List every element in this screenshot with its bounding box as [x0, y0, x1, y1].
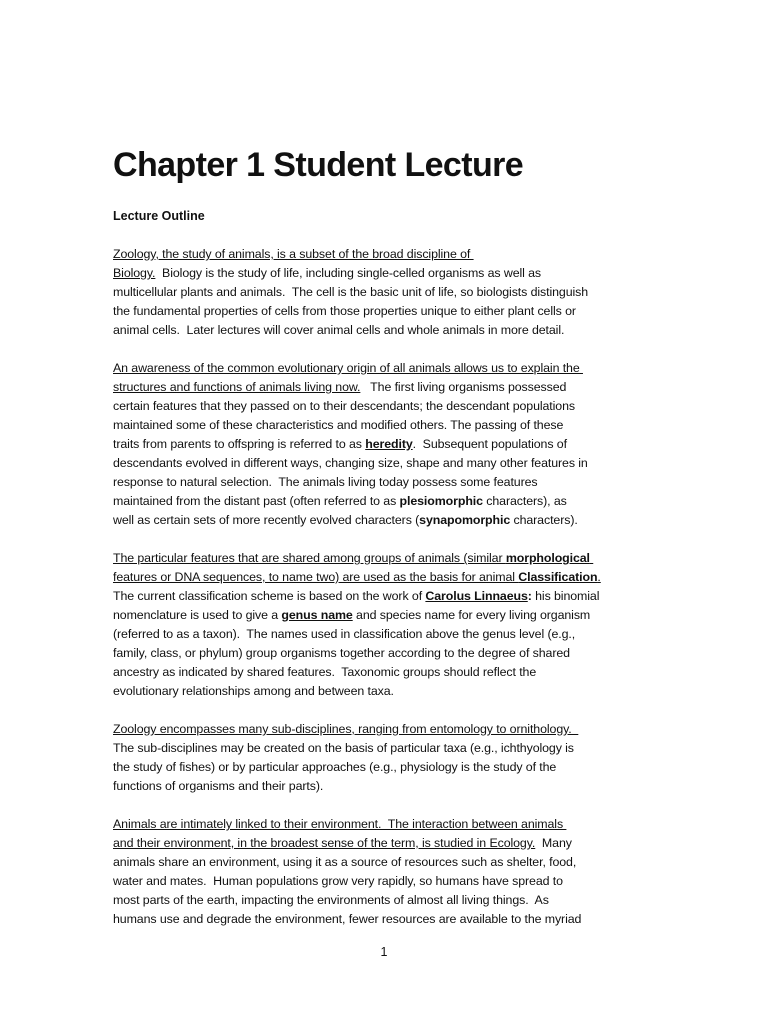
text-segment: The particular features that are shared among groups of animals (similar — [113, 551, 506, 565]
section-heading: Lecture Outline — [113, 209, 205, 223]
text-line — [113, 492, 658, 511]
key-term: Carolus Linnaeus — [425, 589, 528, 603]
text-segment: The current classification scheme is based on the work of — [113, 589, 426, 603]
text-line — [113, 321, 658, 340]
text-line — [113, 758, 658, 777]
text-segment: Animals are intimately linked to their environment. The interaction between animals — [113, 817, 567, 831]
text-line — [113, 910, 658, 929]
text-segment: . Subsequent populations of — [412, 437, 567, 451]
text-segment: water and mates. Human populations grow very rapidly, so humans have spread to — [113, 874, 563, 888]
paragraph — [113, 549, 658, 701]
text-line — [113, 606, 658, 625]
text-segment: certain features that they passed on to their descendants; the descendant populations — [113, 399, 575, 413]
text-segment: structures and functions of animals living now. — [113, 380, 361, 394]
text-line — [113, 511, 658, 530]
text-line — [113, 644, 658, 663]
text-segment: Zoology, the study of animals, is a subset of the broad discipline of — [113, 247, 474, 261]
text-line — [113, 416, 658, 435]
text-segment: features or DNA sequences, to name two) are used as the basis for animal — [113, 570, 519, 584]
text-line — [113, 625, 658, 644]
text-segment: functions of organisms and their parts). — [113, 779, 324, 793]
text-segment: descendants evolved in different ways, changing size, shape and many other features in — [113, 456, 588, 470]
text-line — [113, 720, 658, 739]
text-segment: characters). — [510, 513, 578, 527]
text-line — [113, 283, 658, 302]
text-segment — [590, 551, 593, 565]
text-segment: maintained from the distant past (often referred to as — [113, 494, 400, 508]
key-term: : — [527, 589, 532, 603]
text-segment: his binomial — [531, 589, 600, 603]
text-line — [113, 454, 658, 473]
text-line — [113, 264, 658, 283]
paragraph — [113, 815, 658, 929]
text-segment: Biology. — [113, 266, 156, 280]
text-line — [113, 435, 658, 454]
lecture-body — [113, 245, 658, 948]
key-term: genus name — [281, 608, 353, 622]
text-line — [113, 568, 658, 587]
text-line — [113, 549, 658, 568]
text-line — [113, 853, 658, 872]
page-number: 1 — [380, 945, 388, 959]
text-line — [113, 397, 658, 416]
text-line — [113, 815, 658, 834]
paragraph — [113, 720, 658, 796]
text-segment: humans use and degrade the environment, fewer resources are available to the myriad — [113, 912, 582, 926]
text-segment: multicellular plants and animals. The cell is the basic unit of life, so biologists distinguish — [113, 285, 589, 299]
text-line — [113, 777, 658, 796]
text-line — [113, 682, 658, 701]
text-segment: and species name for every living organism — [352, 608, 591, 622]
text-segment: animals share an environment, using it as a source of resources such as shelter, food, — [113, 855, 577, 869]
text-segment: the study of fishes) or by particular approaches (e.g., physiology is the study of the — [113, 760, 557, 774]
key-term: Classification — [518, 570, 598, 584]
text-segment: ancestry as indicated by shared features. Taxonomic groups should reflect the — [113, 665, 537, 679]
text-segment: Many — [535, 836, 572, 850]
page-title: Chapter 1 Student Lecture — [113, 146, 524, 184]
text-line — [113, 473, 658, 492]
text-line — [113, 359, 658, 378]
text-segment: the fundamental properties of cells from those properties unique to either plant cells or — [113, 304, 576, 318]
text-segment: response to natural selection. The animals living today possess some features — [113, 475, 538, 489]
text-segment: Biology is the study of life, including single-celled organisms as well as — [155, 266, 542, 280]
text-line — [113, 245, 658, 264]
text-segment: nomenclature is used to give a — [113, 608, 282, 622]
text-segment: most parts of the earth, impacting the environments of almost all living things. As — [113, 893, 549, 907]
key-term: plesiomorphic — [399, 494, 483, 508]
text-line — [113, 302, 658, 321]
key-term: heredity — [365, 437, 413, 451]
paragraph — [113, 359, 658, 530]
text-line — [113, 891, 658, 910]
text-segment: An awareness of the common evolutionary origin of all animals allows us to explain the — [113, 361, 583, 375]
text-segment: family, class, or phylum) group organisms together according to the degree of shared — [113, 646, 570, 660]
text-segment: Zoology encompasses many sub-disciplines, ranging from entomology to ornithology. — [113, 722, 579, 736]
key-term: morphological — [505, 551, 590, 565]
text-segment: (referred to as a taxon). The names used in classification above the genus level (e.g., — [113, 627, 576, 641]
text-line — [113, 378, 658, 397]
text-segment: . — [597, 570, 601, 584]
text-segment: The sub-disciplines may be created on the basis of particular taxa (e.g., ichthyology is — [113, 741, 574, 755]
text-line — [113, 587, 658, 606]
text-segment: evolutionary relationships among and between taxa. — [113, 684, 394, 698]
text-segment: well as certain sets of more recently evolved characters ( — [113, 513, 420, 527]
text-segment: and their environment, in the broadest sense of the term, is studied in Ecology. — [113, 836, 536, 850]
text-segment: characters), as — [482, 494, 567, 508]
text-line — [113, 834, 658, 853]
text-segment: traits from parents to offspring is referred to as — [113, 437, 366, 451]
text-segment: maintained some of these characteristics and modified others. The passing of these — [113, 418, 564, 432]
text-line — [113, 872, 658, 891]
text-line — [113, 663, 658, 682]
paragraph — [113, 245, 658, 340]
text-line — [113, 739, 658, 758]
text-segment: The first living organisms possessed — [360, 380, 567, 394]
text-segment: animal cells. Later lectures will cover animal cells and whole animals in more detail. — [113, 323, 565, 337]
key-term: synapomorphic — [419, 513, 511, 527]
